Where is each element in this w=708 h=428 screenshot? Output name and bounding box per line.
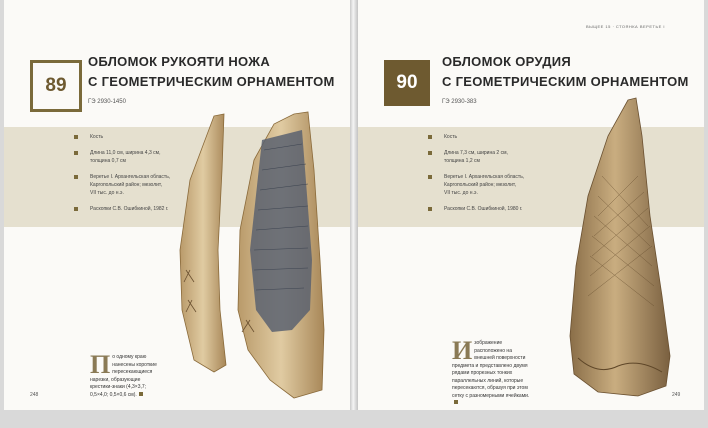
bullet-icon xyxy=(428,175,432,179)
end-mark-icon xyxy=(454,400,458,404)
title-line-1: ОБЛОМОК РУКОЯТИ НОЖА xyxy=(88,54,271,69)
fact-text: толщина 0,7 см xyxy=(90,158,126,164)
catalog-number: 90 xyxy=(396,72,418,93)
page-number: 249 xyxy=(672,392,681,398)
catalog-number: 89 xyxy=(45,75,67,96)
caption-dropcap: И xyxy=(452,336,473,365)
item-title xyxy=(88,52,338,92)
bullet-icon xyxy=(428,135,432,139)
bullet-icon xyxy=(428,207,432,211)
caption-text: о одному краю нанесены короткие пересекающиеся нарезки, образующие крестики-знаки (4,3×3,7; 0,5×4,0; 0,5×0,6 см). xyxy=(90,354,157,398)
fact-text: VII тыс. до н.э. xyxy=(444,190,478,196)
fact-text: Длина 11,0 см, ширина 4,3 см, xyxy=(90,150,161,156)
book-gutter xyxy=(350,0,358,410)
title-line-2: С ГЕОМЕТРИЧЕСКИМ ОРНАМЕНТОМ xyxy=(442,74,689,89)
running-header: ВЫЩЕЕ 15 · СТОЯНКА ВЕРЕТЬЕ I xyxy=(586,24,665,29)
fact-text: Веретье I. Архангельская область, xyxy=(444,174,525,180)
fact-item xyxy=(428,133,568,141)
caption xyxy=(452,336,530,408)
item-title xyxy=(442,52,692,92)
fact-item xyxy=(428,173,568,197)
catalog-number-box xyxy=(384,60,430,106)
fact-text: Раскопки С.В. Ошибкиной, 1980 г. xyxy=(444,206,523,212)
facts-list xyxy=(428,133,568,221)
inventory-number: ГЭ 2930-1450 xyxy=(88,99,126,105)
fact-text: Кость xyxy=(444,134,458,140)
title-line-2: С ГЕОМЕТРИЧЕСКИМ ОРНАМЕНТОМ xyxy=(88,74,335,89)
fact-text: Кость xyxy=(90,134,104,140)
fact-text: Длина 7,3 см, ширина 2 см, xyxy=(444,150,508,156)
bullet-icon xyxy=(74,175,78,179)
fact-text: Раскопки С.В. Ошибкиной, 1982 г. xyxy=(90,206,169,212)
inventory-number: ГЭ 2930-383 xyxy=(442,99,477,105)
fact-text: Каргопольский район; мезолит, xyxy=(90,182,163,188)
fact-text: толщина 1,2 см xyxy=(444,158,480,164)
caption-dropcap: П xyxy=(90,350,111,379)
caption-text: зображение расположено на внешней поверхности предмета и представлено двумя рядами прорезных тонких параллельных линий, которые пересекаются, образуя при этом сетку с разномерными ячейками. xyxy=(452,340,530,399)
title-line-1: ОБЛОМОК ОРУДИЯ xyxy=(442,54,572,69)
fact-item xyxy=(428,205,568,213)
end-mark-icon xyxy=(139,392,143,396)
page-number: 248 xyxy=(30,392,39,398)
fact-text: Веретье I. Архангельская область, xyxy=(90,174,171,180)
bullet-icon xyxy=(74,135,78,139)
bullet-icon xyxy=(428,151,432,155)
fact-item xyxy=(428,149,568,165)
catalog-number-box xyxy=(30,60,82,112)
fact-text: Каргопольский район; мезолит, xyxy=(444,182,517,188)
right-page xyxy=(358,0,704,410)
left-page xyxy=(4,0,350,410)
bullet-icon xyxy=(74,207,78,211)
knife-handle-photo xyxy=(174,110,350,400)
caption xyxy=(90,350,160,399)
tool-fragment-photo xyxy=(558,96,688,400)
bullet-icon xyxy=(74,151,78,155)
fact-text: VII тыс. до н.э. xyxy=(90,190,124,196)
